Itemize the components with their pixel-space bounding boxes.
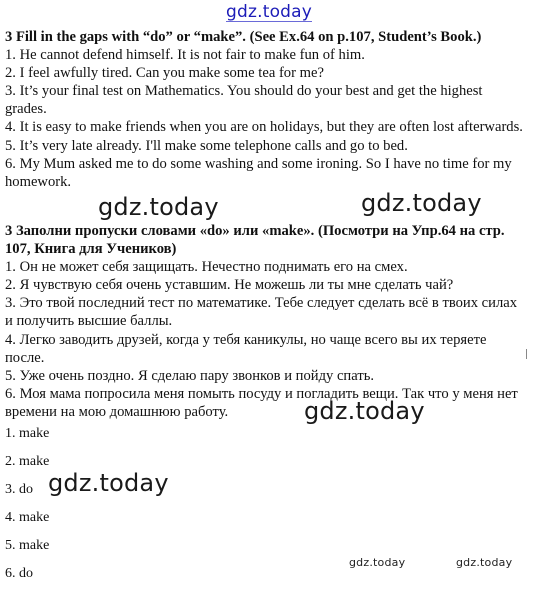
answer-5: 5. make <box>5 538 50 553</box>
watermark-answers: gdz.today <box>48 469 169 497</box>
watermark-bottom-left: gdz.today <box>349 556 406 569</box>
watermark-bottom-right: gdz.today <box>456 556 513 569</box>
english-item-5: 5. It’s very late already. I'll make some telephone calls and go to bed. <box>5 137 408 154</box>
russian-exercise <box>5 222 525 421</box>
english-item-4: 4. It is easy to make friends when you are on holidays, but they are often lost afterwards. <box>5 119 523 136</box>
russian-item-1: 1. Он не может себя защищать. Нечестно поднимать его на смех. <box>5 259 408 276</box>
russian-item-5: 5. Уже очень поздно. Я сделаю пару звонков и пойду спать. <box>5 367 375 384</box>
english-item-6: 6. My Mum asked me to do some washing and some ironing. So I have no time for my homework. <box>5 155 512 190</box>
russian-item-3: 3. Это твой последний тест по математике. Тебе следует сделать всё в твоих силах и получить высшие баллы. <box>5 295 518 330</box>
answer-1: 1. make <box>5 426 50 441</box>
answer-6: 6. do <box>5 566 33 581</box>
watermark-mid-lower: gdz.today <box>304 397 425 425</box>
answer-3: 3. do <box>5 482 33 497</box>
english-item-2: 2. I feel awfully tired. Can you make some tea for me? <box>5 65 324 82</box>
english-item-1: 1. He cannot defend himself. It is not fair to make fun of him. <box>5 47 365 64</box>
russian-item-4: 4. Легко заводить друзей, когда у тебя каникулы, но чаще всего вы их теряете после. <box>5 331 487 366</box>
english-item-3: 3. It’s your final test on Mathematics. You should do your best and get the highest grades. <box>5 83 483 118</box>
answer-4: 4. make <box>5 510 50 525</box>
russian-heading: 3 Заполни пропуски словами «do» или «make». (Посмотри на Упр.64 на стр. 107, Книга для Учеников) <box>5 223 505 258</box>
russian-item-6: 6. Моя мама попросила меня помыть посуду и погладить вещи. Так что у меня нет времени на мою домашнюю работу. <box>5 385 518 420</box>
english-heading: 3 Fill in the gaps with “do” or “make”. (See Ex.64 on p.107, Student’s Book.) <box>5 29 482 45</box>
answer-2: 2. make <box>5 454 50 469</box>
watermark-mid-right: gdz.today <box>361 189 482 217</box>
russian-item-2: 2. Я чувствую себя очень уставшим. Не можешь ли ты мне сделать чай? <box>5 277 454 294</box>
margin-mark <box>526 349 527 359</box>
watermark-top: gdz.today <box>226 2 313 22</box>
english-exercise <box>5 28 525 191</box>
watermark-mid-left: gdz.today <box>98 193 219 221</box>
